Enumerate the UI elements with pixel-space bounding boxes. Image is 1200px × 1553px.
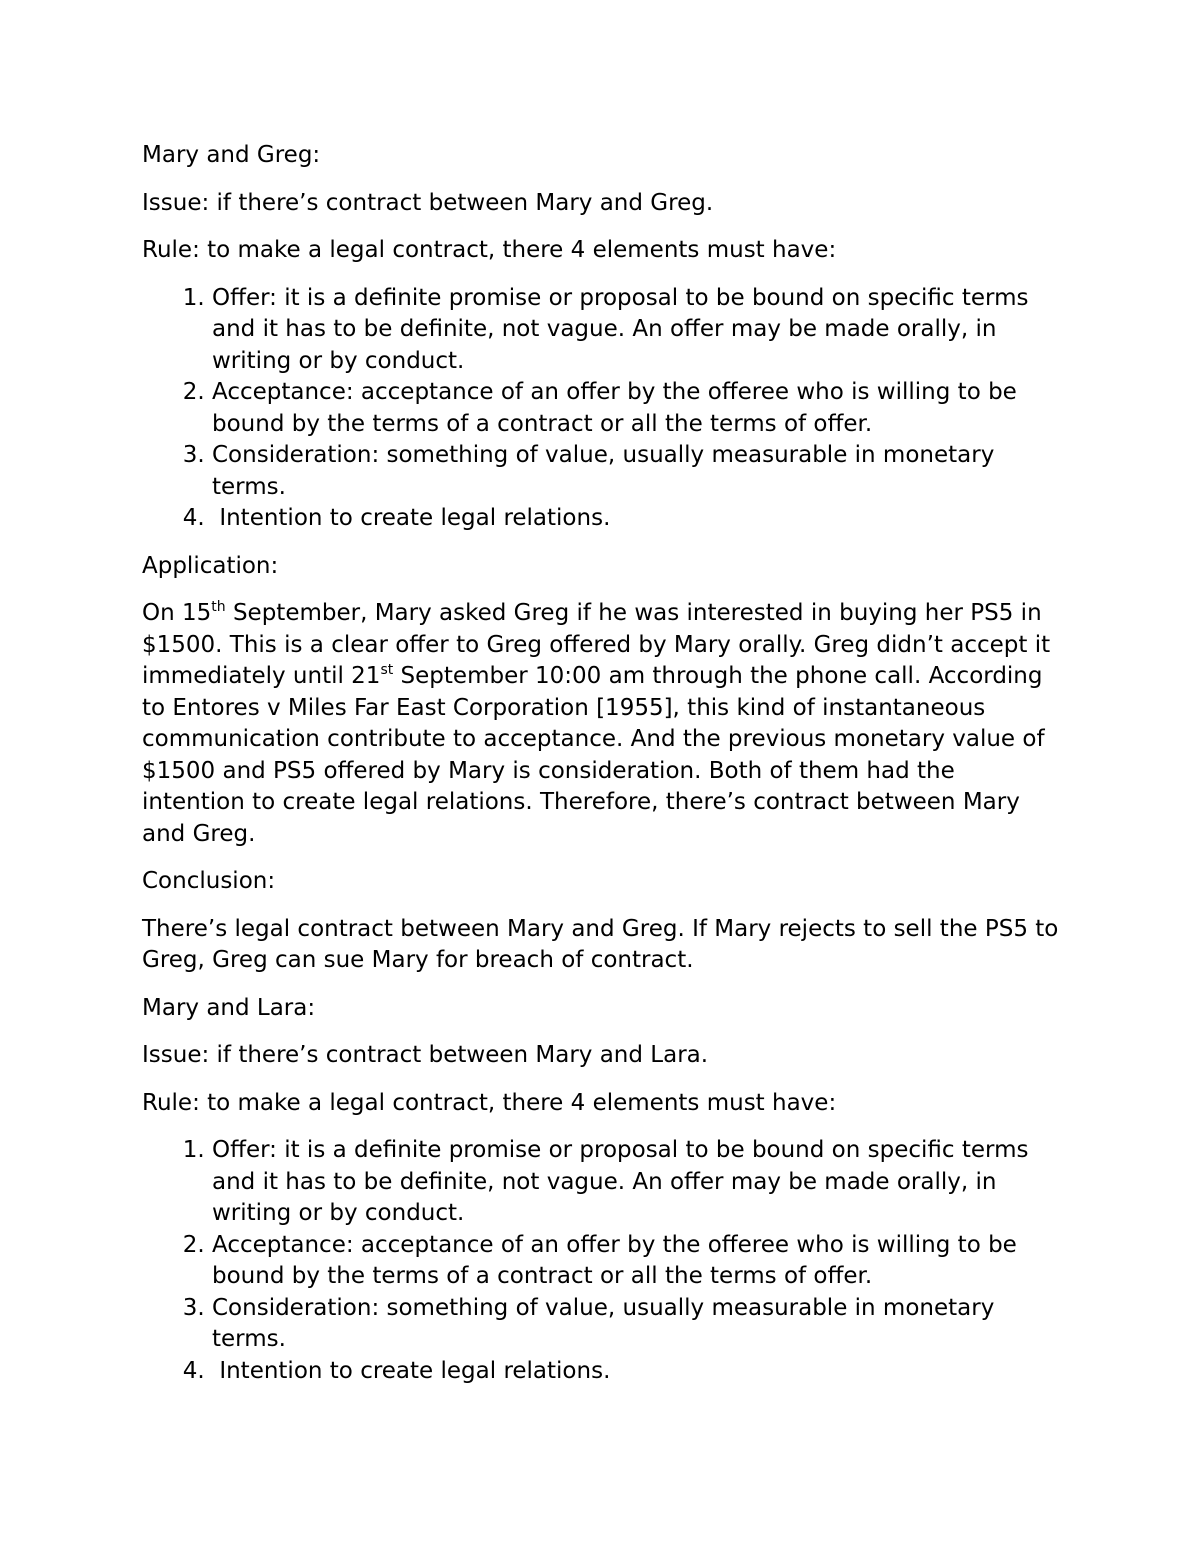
application-part: September, Mary asked Greg if he was interested in buying her PS5 in $1500. This is a clear offer to Greg offered by Mary orally. Greg didn’t accept it immediately until 21 [142, 600, 1051, 689]
rules-list [142, 283, 1062, 535]
list-item: 1. Offer: it is a definite promise or proposal to be bound on specific terms and it has to be definite, not vague. An offer may be made orally, in writing or by conduct. [212, 283, 1062, 378]
superscript: st [380, 662, 394, 678]
conclusion-text: There’s legal contract between Mary and Greg. If Mary rejects to sell the PS5 to Greg, Greg can sue Mary for breach of contract. [142, 915, 1059, 973]
list-item: 1. Offer: it is a definite promise or proposal to be bound on specific terms and it has to be definite, not vague. An offer may be made orally, in writing or by conduct. [212, 1135, 1062, 1230]
issue-text: Issue: if there’s contract between Mary and Lara. [142, 1042, 709, 1068]
rules-list [142, 1135, 1062, 1387]
list-item: 2. Acceptance: acceptance of an offer by the offeree who is willing to be bound by the terms of a contract or all the terms of offer. [212, 1230, 1062, 1293]
section-heading: Mary and Lara: [142, 994, 316, 1021]
application-heading: Application: [142, 552, 279, 579]
list-item: 4. Intention to create legal relations. [212, 1356, 1062, 1388]
rule-intro: Rule: to make a legal contract, there 4 elements must have: [142, 1089, 837, 1116]
application-part: On 15 [142, 600, 212, 626]
section-heading: Mary and Greg: [142, 142, 321, 168]
list-item: 2. Acceptance: acceptance of an offer by the offeree who is willing to be bound by the terms of a contract or all the terms of offer. [212, 377, 1062, 440]
list-item: 4. Intention to create legal relations. [212, 503, 1062, 535]
conclusion-heading: Conclusion: [142, 868, 276, 894]
rule-intro: Rule: to make a legal contract, there 4 elements must have: [142, 237, 837, 263]
issue-text: Issue: if there’s contract between Mary and Greg. [142, 189, 714, 216]
application-part: September 10:00 am through the phone call. According to Entores v Miles Far East Corporation [1955], this kind of instantaneous communication contribute to acceptance. And the previous monetary value of $1500 and PS5 offered by Mary is consideration. Both of them had the intention to create legal relations. Therefore, there’s contract between Mary and Greg. [142, 663, 1045, 847]
application-text [142, 598, 1062, 850]
document-page [142, 140, 1062, 1403]
list-item: 3. Consideration: something of value, usually measurable in monetary terms. [212, 1293, 1062, 1356]
list-item: 3. Consideration: something of value, usually measurable in monetary terms. [212, 440, 1062, 503]
superscript: th [211, 599, 226, 615]
